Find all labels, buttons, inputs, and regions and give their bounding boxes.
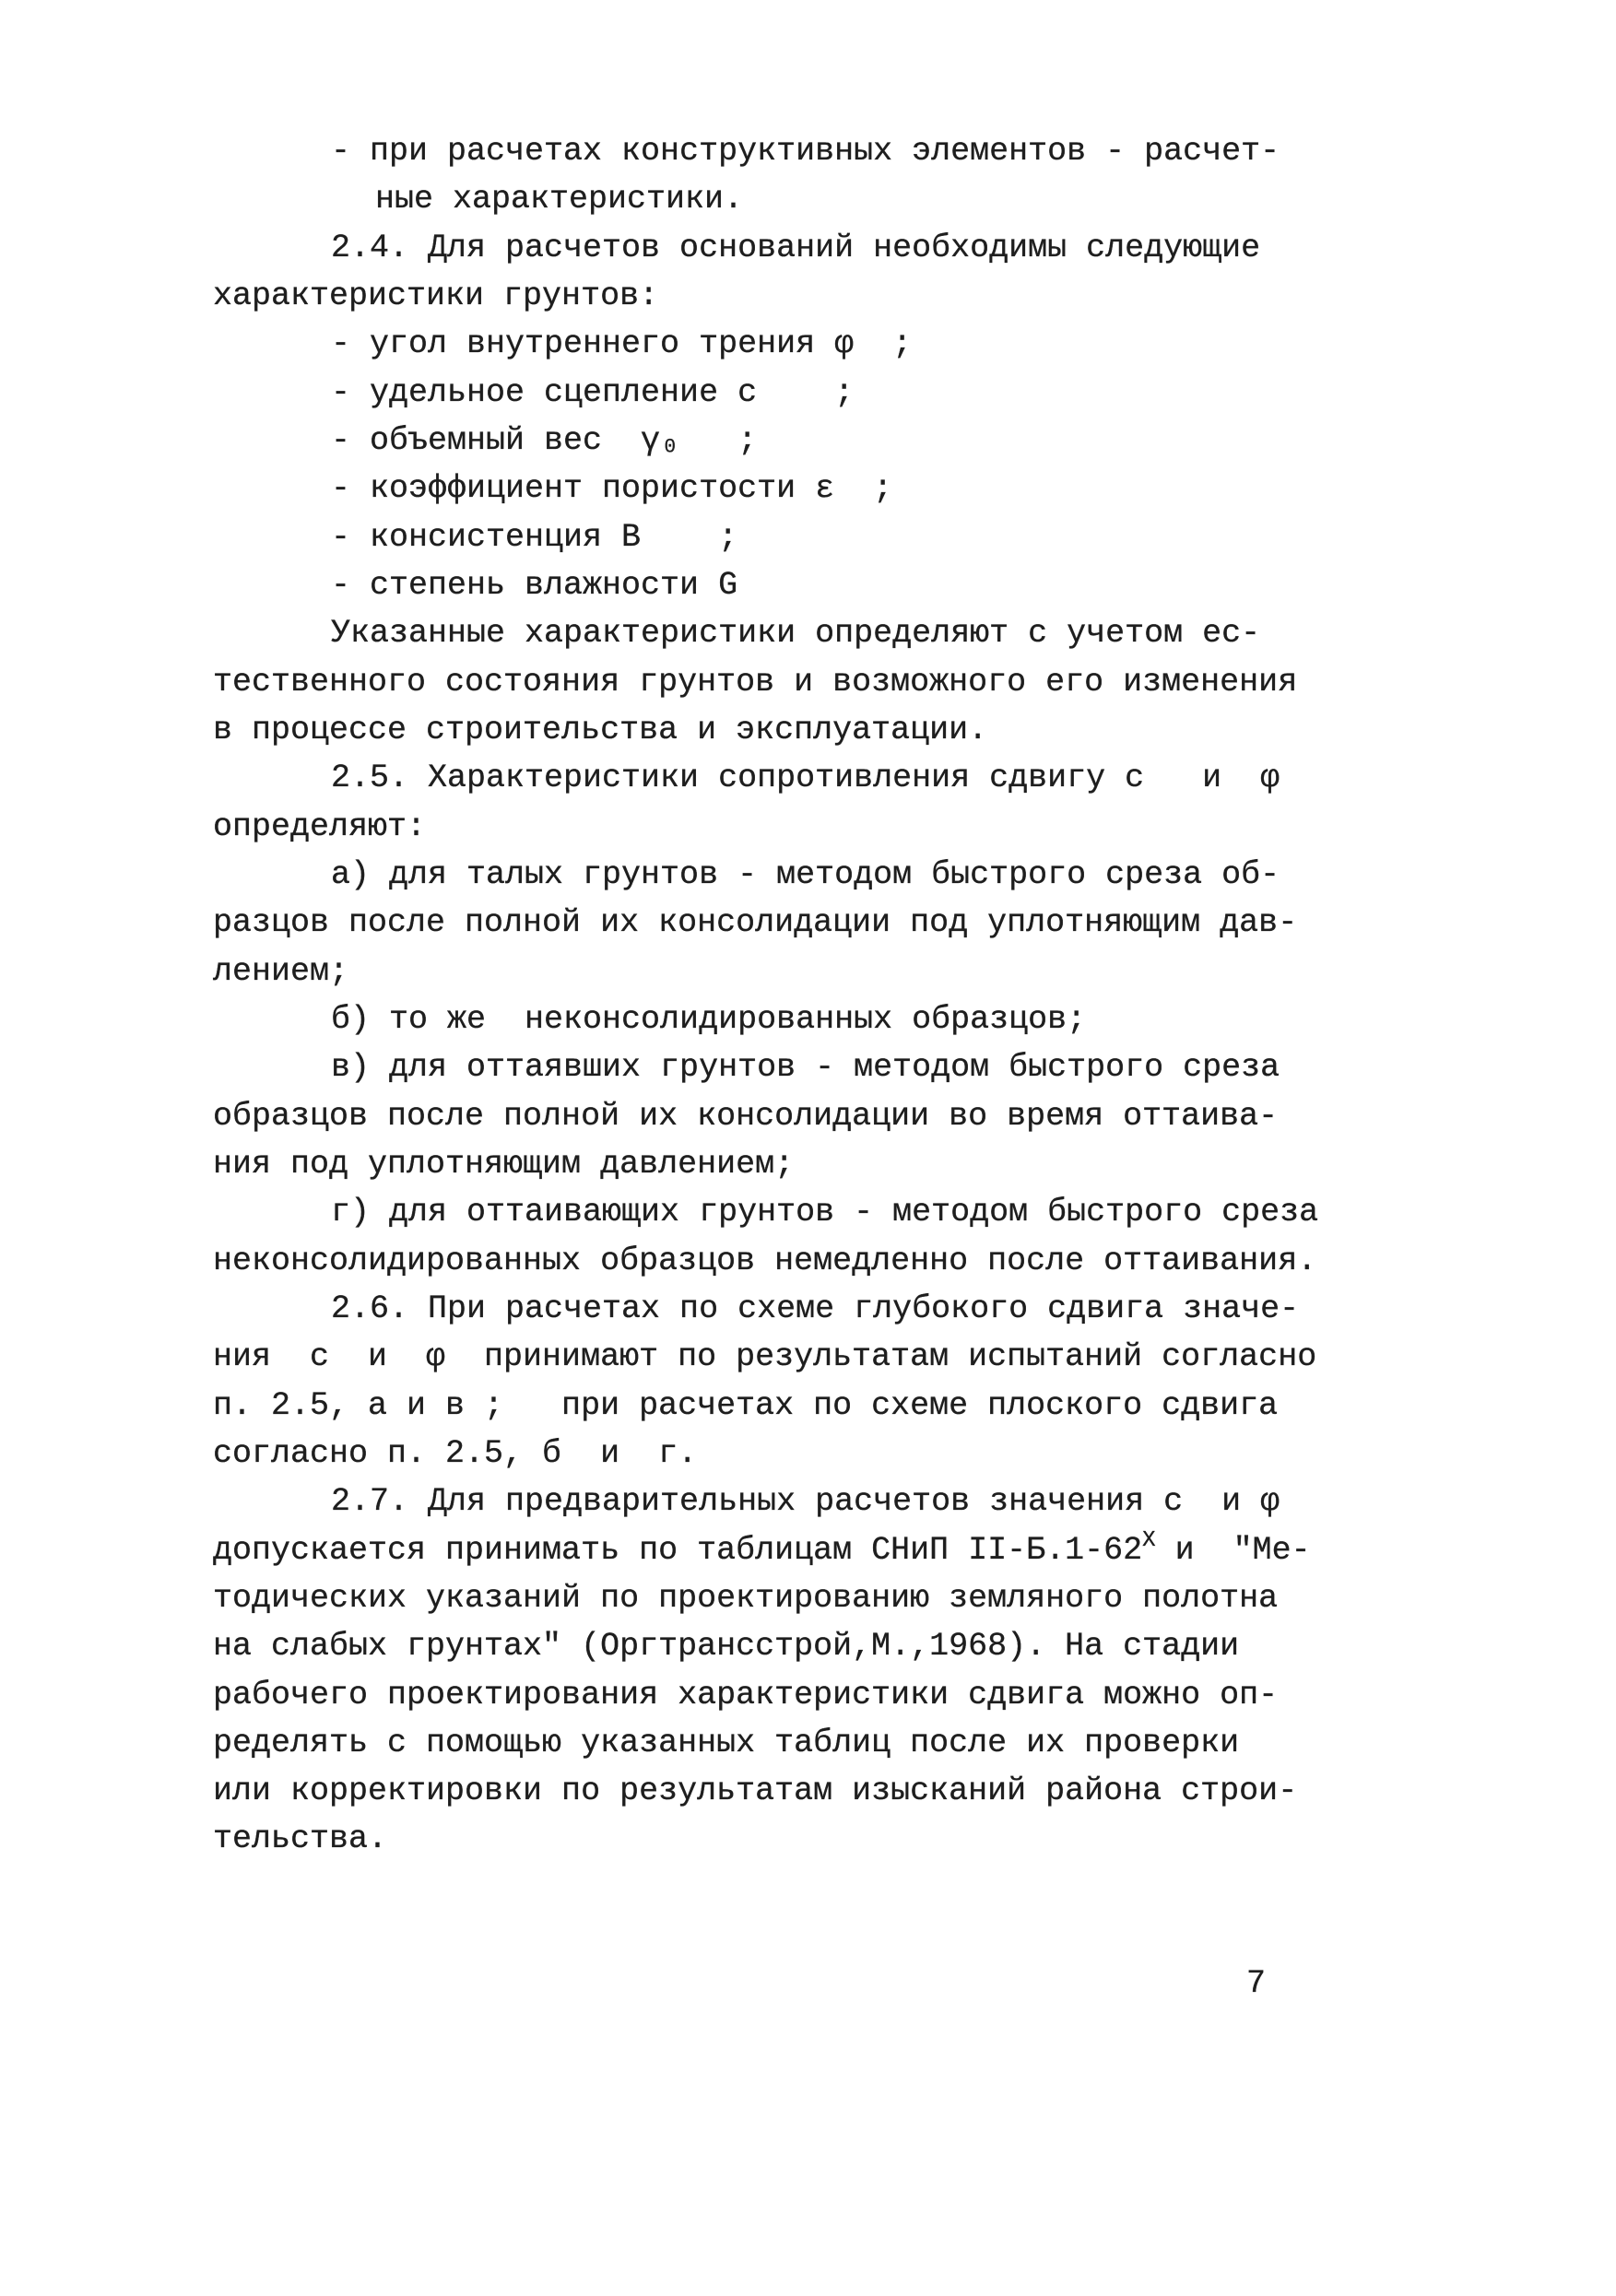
- text-line: ния c и φ принимают по результатам испытаний согласно: [213, 1338, 1317, 1376]
- list-item: а) для талых грунтов - методом быстрого среза об-: [331, 855, 1280, 893]
- list-item: в) для оттаявших грунтов - методом быстрого среза: [331, 1049, 1280, 1087]
- text-line: Указанные характеристики определяют с учетом ес-: [331, 615, 1261, 653]
- text-line: - при расчетах конструктивных элементов - расчет-: [331, 133, 1280, 170]
- list-item: б) то же неконсолидированных образцов;: [331, 1000, 1087, 1038]
- text-line: согласно п. 2.5, б и г.: [213, 1434, 698, 1472]
- text-line-snip-reference: [0, 1526, 1616, 1574]
- section-2-7-heading-line: 2.7. Для предварительных расчетов значения c и φ: [331, 1483, 1280, 1521]
- text-line: п. 2.5, а и в ; при расчетах по схеме плоского сдвига: [213, 1386, 1279, 1424]
- page-number: 7: [1246, 1965, 1267, 2002]
- snip-reference-text: допускается принимать по таблицам СНиП II-Б.1-62: [213, 1531, 1143, 1569]
- text-continuation: и "Ме-: [1155, 1531, 1311, 1569]
- document-body: [0, 127, 1616, 1864]
- text-line: тельства.: [213, 1820, 388, 1858]
- text-line: разцов после полной их консолидации под уплотняющим дав-: [213, 904, 1298, 942]
- text-line: или корректировки по результатам изысканий района строи-: [213, 1772, 1298, 1810]
- list-item: - объемный вес γ₀ ;: [331, 421, 758, 459]
- text-line: лением;: [213, 952, 349, 990]
- list-item: - коэффициент пористости ε ;: [331, 470, 893, 508]
- list-item: - удельное сцепление c ;: [331, 373, 855, 411]
- list-item: - угол внутреннего трения φ ;: [331, 325, 913, 363]
- text-line: ные характеристики.: [375, 181, 744, 218]
- text-line: образцов после полной их консолидации во время оттаива-: [213, 1097, 1279, 1135]
- text-line: тественного состояния грунтов и возможного его изменения: [213, 663, 1298, 701]
- section-2-4-heading-line: 2.4. Для расчетов оснований необходимы следующие: [331, 229, 1261, 266]
- text-line: тодических указаний по проектированию земляного полотна: [213, 1579, 1279, 1617]
- text-line: в процессе строительства и эксплуатации.: [213, 711, 988, 748]
- text-line: определяют:: [213, 807, 427, 845]
- text-line: характеристики грунтов:: [213, 277, 659, 314]
- list-item: - консистенция B ;: [331, 518, 738, 556]
- text-line: на слабых грунтах" (Оргтрансстрой,М.,1968). На стадии: [213, 1628, 1240, 1666]
- section-2-6-heading-line: 2.6. При расчетах по схеме глубокого сдвига значе-: [331, 1289, 1300, 1327]
- section-2-5-heading-line: 2.5. Характеристики сопротивления сдвигу c и φ: [331, 759, 1280, 797]
- text-line: рабочего проектирования характеристики сдвига можно оп-: [213, 1676, 1279, 1713]
- text-line: ределять с помощью указанных таблиц после их проверки: [213, 1724, 1240, 1761]
- superscript: X: [1142, 1527, 1156, 1553]
- list-item: г) для оттаивающих грунтов - методом быстрого среза: [331, 1194, 1319, 1231]
- text-line: неконсолидированных образцов немедленно после оттаивания.: [213, 1242, 1317, 1279]
- list-item: - степень влажности G: [331, 566, 738, 604]
- text-line: ния под уплотняющим давлением;: [213, 1145, 795, 1183]
